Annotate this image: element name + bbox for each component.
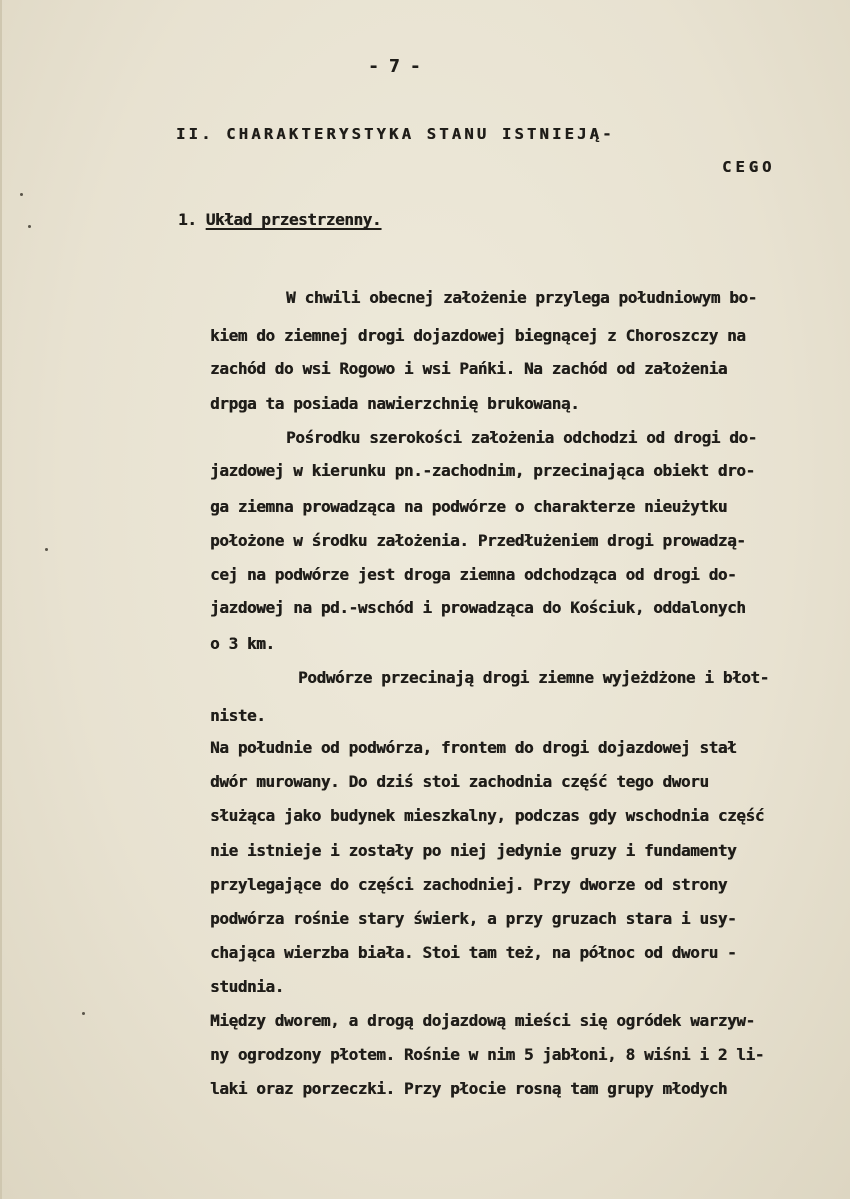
chapter-heading-line-2: CEGO [722, 158, 776, 176]
chapter-heading-line-1: II. CHARAKTERYSTYKA STANU ISTNIEJĄ- [176, 125, 615, 143]
body-line-16: służąca jako budynek mieszkalny, podczas gdy wschodnia część [210, 806, 764, 825]
body-line-10: jazdowej na pd.-wschód i prowadząca do Kościuk, oddalonych [210, 598, 746, 617]
body-line-4: drpga ta posiada nawierzchnię brukowaną. [210, 394, 580, 413]
body-line-19: podwórza rośnie stary świerk, a przy gruzach stara i usy- [210, 909, 737, 928]
body-line-5: Pośrodku szerokości założenia odchodzi od drogi do- [286, 428, 757, 447]
body-line-9: cej na podwórze jest droga ziemna odchodząca od drogi do- [210, 565, 737, 584]
body-line-7: ga ziemna prowadząca na podwórze o charakterze nieużytku [210, 497, 728, 516]
body-line-22: Między dworem, a drogą dojazdową mieści się ogródek warzyw- [210, 1011, 755, 1030]
body-line-21: studnia. [210, 977, 284, 996]
body-line-8: położone w środku założenia. Przedłużeniem drogi prowadzą- [210, 531, 746, 550]
body-line-24: laki oraz porzeczki. Przy płocie rosną tam grupy młodych [210, 1079, 728, 1098]
body-line-1: W chwili obecnej założenie przylega południowym bo- [286, 288, 757, 307]
body-line-12: Podwórze przecinają drogi ziemne wyjeżdżone i błot- [298, 668, 769, 687]
body-line-15: dwór murowany. Do dziś stoi zachodnia część tego dworu [210, 772, 709, 791]
margin-speck [45, 548, 48, 551]
body-line-14: Na południe od podwórza, frontem do drogi dojazdowej stał [210, 738, 737, 757]
section-number: 1. [178, 210, 197, 229]
body-line-13: niste. [210, 706, 266, 725]
body-line-18: przylegające do części zachodniej. Przy dworze od strony [210, 875, 728, 894]
body-line-17: nie istnieje i zostały po niej jedynie gruzy i fundamenty [210, 841, 737, 860]
margin-speck [20, 193, 23, 196]
body-line-6: jazdowej w kierunku pn.-zachodnim, przecinająca obiekt dro- [210, 461, 755, 480]
body-line-2: kiem do ziemnej drogi dojazdowej biegnącej z Choroszczy na [210, 326, 746, 345]
body-line-11: o 3 km. [210, 634, 275, 653]
margin-speck [82, 1012, 85, 1015]
page-number: - 7 - [368, 56, 421, 77]
body-line-20: chająca wierzba biała. Stoi tam też, na północ od dworu - [210, 943, 737, 962]
margin-speck [28, 225, 31, 228]
section-title: Układ przestrzenny. [205, 210, 382, 229]
body-line-23: ny ogrodzony płotem. Rośnie w nim 5 jabłoni, 8 wiśni i 2 li- [210, 1045, 764, 1064]
section-heading [178, 210, 381, 230]
body-line-3: zachód do wsi Rogowo i wsi Pańki. Na zachód od założenia [210, 359, 728, 378]
